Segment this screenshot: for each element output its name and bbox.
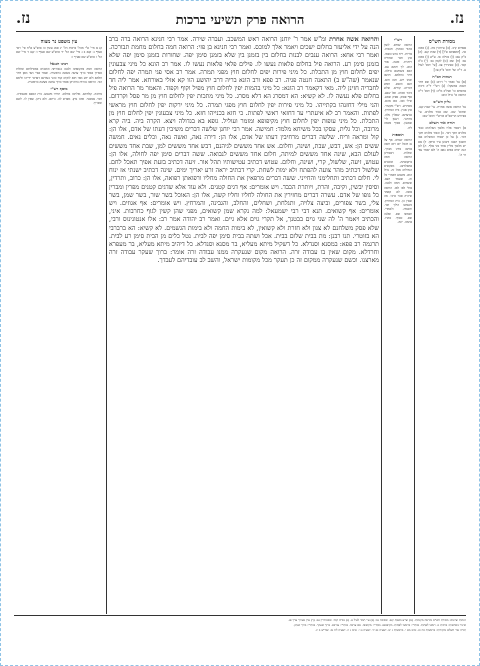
margin-right-section3-text: א) ויאמר אליו מלאך האלהים כבוד מלכים חקר דבר. ב) וכבוד מלכים חקר דבר. ג) על כן יאמרו המשלים באו חשבון תבנה ותכונן עיר סיחון. ד) אם יש מלאך מליץ אחד מני אלף. ה) לכן הנה ימים באים נאם ה' ולא יאמר עוד חי ה'. xyxy=(418,126,466,157)
margin-left-section1-title: רבינו חננאל xyxy=(49,61,69,67)
margin-right-section2-title: גליון הש"ס xyxy=(433,99,451,105)
inner-right-divider xyxy=(381,36,382,614)
header-rule xyxy=(16,31,464,32)
margin-right-text: פסחים קיב. (ב) עירובין מה. (ג) סוכה כה. [תוספתא פ"ו] (ד) שבת קנב. (ה) ב"ק עא: (ו) מגילה טו. ע"ש (ז) סוכה נא: (ח) שם (ט) לקמן נט: (י) ב"ב קכד. (כ) סנהדרין צב. [עי' תוס' לעיל נג. ד"ה ועי' תוס' ב"ק צז:] xyxy=(418,46,466,72)
margin-right-section3-title: תורה אור השלם xyxy=(429,120,455,126)
inner-right-title2: תוספות xyxy=(392,131,404,137)
margin-left-text: קנ א מיי' פ"י מהל' ברכות הל' יג סמג עשין כז טוש"ע א"ח סי' רכד סעיף ג: קנא ב ג מיי' שם הל' יד טוש"ע שם סעיף ו: קנב ד מיי' שם הל' ז טוש"ע שם סעיף ז: xyxy=(16,46,102,59)
margin-right-section2-text: גמ' הרואה אשה אחרת. עי' שבת קנב. ובתוס' שם. שם כבוד מלכים. עי' בפירוש הריטב"א וברש"י ותוס' שם: xyxy=(418,105,466,119)
margin-right-column xyxy=(418,36,466,614)
chapter-title: הרואה פרק תשיעי ברכות xyxy=(175,13,305,28)
margin-right-title: מסורת הש"ס xyxy=(428,39,456,45)
margin-right-section1-title: הגהות הב"ח xyxy=(432,74,452,80)
margin-left-section1-text: הרואה חמה בתקופתה ולבנה בגבורתה וכוכבים במסילותם ומזלות כסדרן אומר ברוך עושה מעשה בראשית. ואמר אביי האי מאן דחזי חלמא ולא ידע מאי חזא לוקים קמי כהני בעידנא דפרסי ידייהו ולימא הכי. הרואה נהרות ברוכיהן אומר ברוך עושה מעשה בראשית. xyxy=(16,67,102,85)
right-divider xyxy=(414,36,415,614)
page-footer xyxy=(14,618,466,654)
footer-bottom: תורה אור השלם ומקורות: בראשית כה כג. איוב מא י. בראשית ג יט. ישעיה נא יד. ישעיה נג י. איוב ג יג. ישעיה לח טז. שה"ש ב יג. xyxy=(315,628,466,633)
left-inner-divider xyxy=(106,36,107,614)
footer-notes: שינויי נוסחאות: ברכות נז. ראשי לפתות. בכת"י: בראשי לפתות. מקיפופא. בכת"י: מקיפופי. אם ערבה. בכת"י: עורבא. ברוך שעקר. בכת"י: ברוך שנתן. xyxy=(293,623,466,628)
footer-rule xyxy=(14,615,466,616)
margin-left-section2-title: מוסף רש"י xyxy=(50,86,68,92)
margin-left-title: עין משפט נר מצוה xyxy=(40,39,78,45)
inner-right-text: הרואה שמים. לשון טהור כטהרן. חנטות. פירות. ריח נחש כשמו. כהן חבר ואחריה ריחנית. אשה. אחי הוא. לך ותהא עם. הכא בשמשא גדולה. דחזי בחלמא. חושב ואינו ידע. חנה חזא. חנא והפש. חמש דברים. קוריא. שלש כיבד ומנים. ואל שבצ. סוף פסוק. ספיק שמע. שילי וטב. טוב מהם. מסתייע. רש"י מקשיר. כהן אבין. בית המרחץ. כביצתא. שאלין גולה. מחתני. ויענון לר' שמעון. כסוף מכמה ליה. xyxy=(384,43,412,130)
main-body: ומ"ש אמר ר' יוחנן הרואה ראש המשכב. ועברה שירה. אמר רבי חנינא הרואה ברה ברב הנה על ידי אליעזר בחלום ישכים ויאמר אלך למוכס. ואמר רבי חנינא בן פזי: הרואה חמה בחלום מחמת תבורכה. ואמר רבי אחא: הרואה ענבים לבנות בחלום בין בזמנן בין שלא בזמנן סימן יפה. שחורות בזמנן סימן יפה שלא בזמנן סימן רע. הרואה פיל בחלום פלאות נעשו לו. פילים פלאי פלאות נעשו לו. אמר רב הונא כל מיני צבעונין יפים לחלום חוץ מן התכלת. כל מיני פירות יפים לחלום חוץ מפגי תמרה. אמר רב אסי פגי תמרה יפה לחלום שנאמר (שה"ש ב) התאנה חנטה פגיה. רב פפא ורב הונא בריה דרב יהושע הוו קא אזלי באורחא. אמר ליה חד לחבריה חזינן ליה. מאי דקאמר רב הונא: כל מיני בהמות יפין לחלום חוץ מפיל וקוף וקפוד. והאמר מר הרואה פיל בחלום פלא נעשה לו. לא קשיא: הא דמסרג הא דלא מסרג. כל מיני מתכות יפין לחלום חוץ מן מר פסל וקרדום. והני מילי דחזנהו בקתייהו. כל מיני פירות יפין לחלום חוץ מפגי תמרה. כל מיני ירקות יפין לחלום חוץ מראשי לפתות. והאמר רב לא איעתרי עד דחזאי ראשי לפתות. כי חזא בכנייהו חזא. כל מיני צבעונין יפין לחלום חוץ מן התכלת. כל מיני עופות יפין לחלום חוץ מקיפופא ומזמר ועוליל. גופא בא בגדולה ויצא. הקרה ביה. ביה קרא מרובה, וכל גלית, עסקו בכל משיחא מלמד: חמישה. אמר רבי יוחנן שלשה דברים משיבין דעתו של אדם, אלו הן: קול ומראה וריח. שלשה דברים מרחיבין דעתו של אדם, אלו הן: דירה נאה, ואשה נאה, וכלים נאים. חמשה ששים הן: אש, דבש, שבת, ושינה, וחלום. אש אחד מששים לגיהנם, דבש אחד מששים למן, שבת אחד מששים לעולם הבא, שינה אחד מששים למיתה, חלום אחד מששים לנבואה. ששה דברים סימן יפה לחולה, אלו הן: עטוש, זיעה, שלשול, קרי, ושינה, וחלום. עטוש דכתיב עטישותיו תהל אור. זיעה דכתיב בזעת אפיך תאכל לחם. שלשול דכתיב מהר צועה להפתח ולא ימות לשחת. קרי דכתיב יראה זרע יאריך ימים. שינה דכתיב ישנתי אז ינוח לי. חלום דכתיב ותחלימני והחייני. ששה דברים מרפאין את החולה מחליו ורפואתן רפואה, אלו הן: כרוב, ותרדין, וסיסין יבשין, וקיבה, והרת, ויותרת הכבד. ויש אומרים: אף דגים קטנים. ולא עוד אלא שדגים קטנים מפרין ומברין כל גופו של אדם. עשרה דברים מחזירין את החולה לחליו וחליו קשה, אלו הן: האוכל בשר שור, בשר שמן, בשר צלי, בשר צפורים, וביצה צלויה, ותגלחת, ושחלים, והחלב, והגבינה, והמרחץ. ויש אומרים: אף אגוזים. ויש אומרים: אף קשואים. תנא דבי רבי ישמעאל: למה נקרא שמן קשואים, מפני שהן קשין לגוף כחרבות. איני, והכתיב ויאמר ה' לה שני גוים בבטנך, אל תקרי גוים אלא גיים. ואמר רב יהודה אמר רב: אלו אנטונינוס ורבי, שלא פסק משלחנם לא צנון ולא חזרת ולא קשואין, לא בימות החמה ולא בימות הגשמים. לא קשיא: הא ברברבי הא בזוטרי. תנו רבנן: מת בבית שלום בבית. אכל ושתה בבית סימן יפה לבית. נטל כלים מן הבית סימן רע לבית. תרגמה רב פפא: במסנא וסנדלא. כל דשקיל מיתא מעליא, בר מסנא וסנדלא. כל דיהיב מיתא מעליא, בר מעפרא וחרדלא. מקום שאין בו עבודה זרה. הרואה מקום שנעקרה ממנו עבודה זרה אומר: ברוך שעקר עבודה זרה מארצנו. וכשם שנעקרה ממקום זה כן תעקר מכל מקומות ישראל, והשב לב עובדיהם לעבדך. xyxy=(109,36,379,265)
footer-sources: הגהות וציונים: מסורת הש"ס ומראה מקומות. (א) וע"ע בשבת קנב. ובסוכה נא: (ב) עי' תוס' לעיל נג. (ג) בב"ב קכד. ובסנהדרין צב. (ד) עיין בערוך ערך פג. xyxy=(288,618,466,622)
margin-left-column xyxy=(16,36,102,614)
inner-right-text2: הרואה שמים. אף על גב דבכל יום ויום רואה אותם מיהו מברך. ומזלות. דאמרינן הרואה חמה בתקופתה. וכוכבים במסלותם. מבקשים הגדולים מכל זה. גדול הוא. משמע דאמרי כל זה. שעמד ויצא. ששמים. חמה ולבנה. אולי לאו לאו. הרואה אשה. לא קאמר שיהיה סבר כרבי. מה שאין כן. בית המרחץ. כשמשו הילך חבי. וחנטות. ולאחרי. ושמשו שם. ופלגה שם. כסוף. טהרו. בהמה. יונה. xyxy=(384,137,412,225)
margin-right-section1-text: (א) גמ' ואמר ר' זירא: (ב) שם דחזי חנטה במשקל: (ג) רש"י ד"ה ורכיב אחמרא כו' ואח"כ מ"ה: (ד) תוס' ד"ה הרואה כו' גדול הוא: xyxy=(418,80,466,98)
inner-right-column xyxy=(384,36,412,614)
page-number: נז. xyxy=(449,9,464,27)
margin-left-section2-text: מרובה. קלחתא. מוליכה בחלום. תרתי משמע. בית הכסא אשמורה. חמי. אמבטי. ואינו נותן. מפרש לה. ביתא. ולא ניתן. שאין לו. לשם ומבריך. xyxy=(16,92,102,106)
main-text-column xyxy=(109,36,379,612)
page-header xyxy=(16,10,464,28)
main-opening: והרואה אשה אחרת xyxy=(329,36,379,43)
inner-right-title: רש"י xyxy=(394,37,402,42)
folio-side: נז. xyxy=(16,9,31,27)
